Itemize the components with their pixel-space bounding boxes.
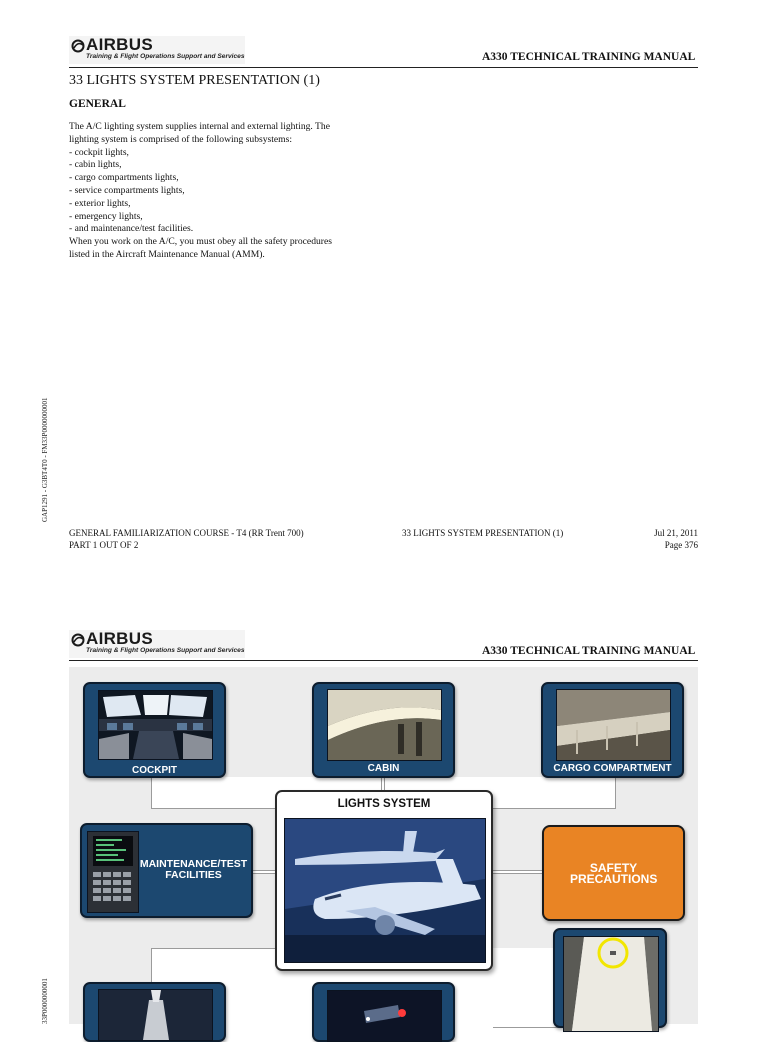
airbus-swirl-icon [71, 633, 85, 647]
footer-date: Jul 21, 2011 [654, 528, 698, 538]
service-compartment-tile [312, 982, 455, 1042]
ceiling-light-photo [563, 936, 659, 1032]
cargo-compartment-tile [541, 682, 684, 778]
body-line: - exterior lights, [69, 197, 131, 209]
maintenance-test-facilities-tile [80, 823, 253, 918]
exterior-photo [98, 989, 213, 1041]
footer-right [654, 527, 698, 551]
cabin-photo [327, 689, 442, 761]
cargo-photo [556, 689, 671, 761]
lights-system-title: LIGHTS SYSTEM [337, 798, 431, 810]
body-line: The A/C lighting system supplies internal and external lighting. The [69, 121, 330, 132]
page-title: 33 LIGHTS SYSTEM PRESENTATION (1) [69, 73, 320, 88]
footer-left [69, 527, 304, 551]
body-line: - cockpit lights, [69, 146, 129, 158]
body-line: - service compartments lights, [69, 184, 185, 196]
airbus-logo [69, 630, 245, 658]
body-line: listed in the Aircraft Maintenance Manual (AMM). [69, 248, 265, 260]
ceiling-light-tile [553, 928, 667, 1028]
section-heading: GENERAL [69, 98, 126, 110]
footer-page-number: Page 376 [664, 540, 698, 550]
logo-tagline: Training & Flight Operations Support and Services [86, 53, 245, 60]
cockpit-photo [98, 690, 213, 760]
body-line: - and maintenance/test facilities. [69, 223, 194, 235]
body-line: When you work on the A/C, you must obey all the safety procedures [69, 236, 332, 248]
side-document-code: GAP1291 - G3BT4T0 - FM33P0000000001 [41, 397, 49, 522]
header-rule [69, 660, 698, 661]
cabin-label: CABIN [367, 763, 400, 774]
connector-top-center [381, 777, 385, 791]
manual-title: A330 TECHNICAL TRAINING MANUAL [482, 645, 696, 657]
header-rule [69, 67, 698, 68]
footer-course: GENERAL FAMILIARIZATION COURSE - T4 (RR Trent 700) [69, 528, 304, 538]
cabin-tile [312, 682, 455, 778]
logo-wordmark: AIRBUS [86, 35, 153, 54]
cockpit-label: COCKPIT [132, 765, 177, 776]
logo-tagline: Training & Flight Operations Support and Services [86, 647, 245, 654]
maintenance-test-facilities-label: MAINTENANCE/TEST FACILITIES [139, 858, 248, 881]
manual-title: A330 TECHNICAL TRAINING MANUAL [482, 51, 696, 63]
body-line: - emergency lights, [69, 210, 143, 222]
footer-chapter: 33 LIGHTS SYSTEM PRESENTATION (1) [402, 528, 564, 538]
cargo-compartment-label: CARGO COMPARTMENT [553, 763, 672, 774]
aircraft-photo [284, 818, 486, 963]
body-text [69, 121, 409, 262]
airbus-swirl-icon [71, 39, 85, 53]
lights-system-box [275, 790, 493, 971]
safety-precautions-label: SAFETY PRECAUTIONS [570, 861, 658, 886]
service-photo [327, 990, 442, 1042]
safety-precautions-tile [542, 825, 685, 921]
footer-part: PART 1 OUT OF 2 [69, 540, 139, 550]
connector-bottom-right [493, 948, 559, 1028]
logo-wordmark: AIRBUS [86, 629, 153, 648]
airbus-logo [69, 36, 245, 64]
cockpit-tile [83, 682, 226, 778]
body-line: - cabin lights, [69, 159, 122, 171]
body-line: - cargo compartments lights, [69, 172, 179, 184]
body-line: lighting system is comprised of the following subsystems: [69, 133, 293, 145]
side-document-code: 33P0000000001 [41, 978, 49, 1024]
exterior-lights-tile [83, 982, 226, 1042]
mcdu-photo [87, 831, 139, 913]
